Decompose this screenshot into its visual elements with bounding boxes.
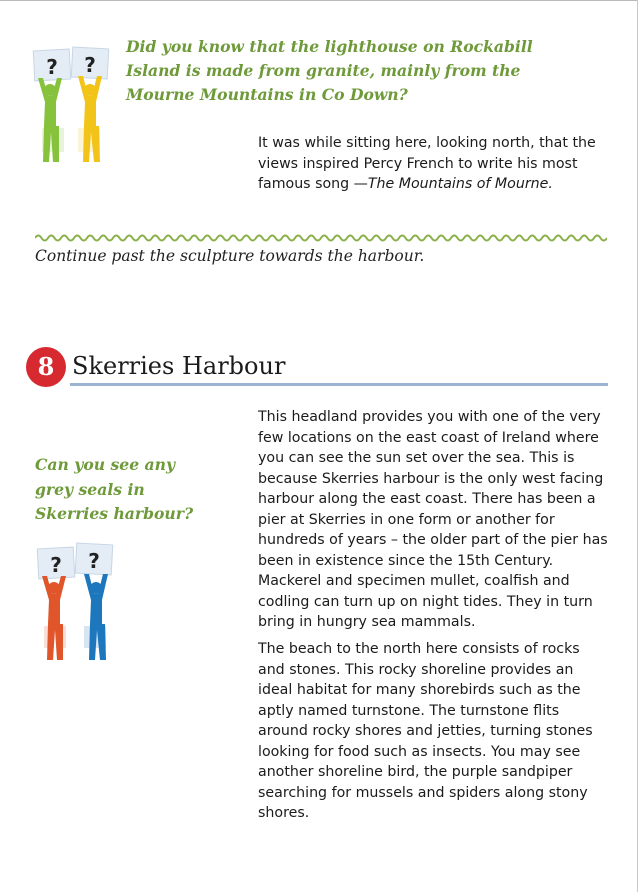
section-title: Skerries Harbour [72, 352, 286, 380]
sign-glyph: ? [84, 53, 96, 77]
continue-direction: Continue past the sculpture towards the harbour. [35, 247, 425, 265]
section-underline [70, 383, 608, 386]
top-border [0, 0, 638, 1]
headland-paragraph: This headland provides you with one of the very few locations on the east coast of Ireland where you can see the sun set over the sea. This is because Skerries harbour is the only west facing harbour along the east coast. There has been a pier at Skerries in one form or another for hundreds of years – the older part of the pier has been in existence since the 15th Century. Mackerel and specimen mullet, coalfish and codling can turn up on night tides. They in turn bring in hungry sea mammals. [258, 409, 608, 630]
question-people-icon [32, 44, 114, 172]
lighthouse-fact-question: Did you know that the lighthouse on Rockabill Island is made from granite, mainly from the Mourne Mountains in Co Down? [126, 37, 533, 104]
song-title: The Mountains of Mourne. [367, 176, 553, 192]
percy-french-paragraph [258, 133, 603, 195]
section-number-badge: 8 [26, 347, 66, 387]
percy-french-text: It was while sitting here, looking north, that the views inspired Percy French to write his most famous song — [258, 135, 596, 192]
beach-paragraph: The beach to the north here consists of rocks and stones. This rocky shoreline provides an ideal habitat for many shorebirds such as the aptly named turnstone. The turnstone flits around rocky shores and jetties, turning stones looking for food such as insects. You may see another shoreline bird, the purple sandpiper searching for mussels and spiders along stony shores. [258, 641, 593, 821]
sign-glyph: ? [46, 55, 58, 79]
sign-glyph: ? [88, 549, 100, 573]
grey-seals-question: Can you see any grey seals in Skerries harbour? [35, 455, 194, 523]
question-people-icon [34, 540, 118, 668]
sign-glyph: ? [50, 553, 62, 577]
